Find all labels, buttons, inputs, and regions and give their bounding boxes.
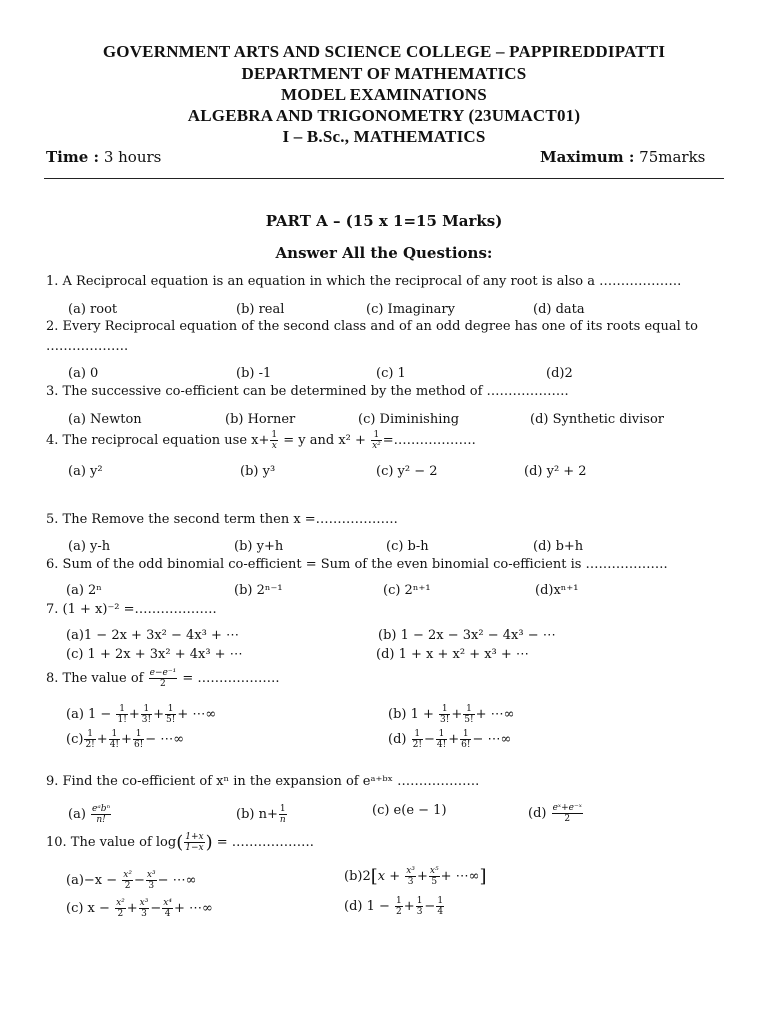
question-1: 1. A Reciprocal equation is an equation in which the reciprocal of any root is also a ………………. — [46, 274, 682, 289]
q8-option-c: (c) $\frac{1}{2!}$ + $\frac{1}{4!}$ + $\frac{1}{6!}$ − ⋯∞ — [66, 729, 185, 750]
question-4 — [46, 430, 476, 451]
q6-option-b: (b) 2ⁿ⁻¹ — [234, 583, 283, 598]
q1-option-b: (b) real — [236, 302, 285, 317]
fraction-e-minus-inverse-e: $\frac{\text{e−e⁻¹}}{2}$ — [149, 668, 177, 689]
q8-option-c-label: (c) — [66, 732, 84, 747]
question-2: 2. Every Reciprocal equation of the second class and of an odd degree has one of its roots equal to — [46, 319, 698, 334]
q7-option-c: (c) 1 + 2x + 3x² + 4x³ + ⋯ — [66, 647, 243, 662]
question-5: 5. The Remove the second term then x =………………. — [46, 512, 398, 527]
college-name: GOVERNMENT ARTS AND SCIENCE COLLEGE – PAPPIREDDIPATTI — [102, 42, 666, 61]
maximum-line — [540, 148, 705, 166]
q9-option-b: (b) n+ $\frac{1}{n}$ — [236, 804, 286, 825]
q1-option-c: (c) Imaginary — [366, 302, 455, 317]
question-3: 3. The successive co-efficient can be determined by the method of ………………. — [46, 384, 569, 399]
q10-option-d: (d) 1 − $\frac{1}{2}$ + $\frac{1}{3}$ − $\frac{1}{4}$ — [344, 896, 444, 917]
q10-option-d-label: (d) 1 − — [344, 899, 390, 914]
q1-option-d: (d) data — [533, 302, 585, 317]
course-name: ALGEBRA AND TRIGONOMETRY (23UMACT01) — [187, 106, 581, 125]
q10-option-b: (b)2[x + $\frac{\text{x³}}{3}$ + $\frac{\text{x⁵}}{5}$ + ⋯∞] — [344, 866, 487, 887]
q4-text-mid: = y and x² + — [283, 433, 366, 448]
q7-option-a: (a)1 − 2x + 3x² − 4x³ + ⋯ — [66, 628, 240, 643]
q2-option-c: (c) 1 — [376, 366, 406, 381]
q9-option-c: (c) e(e − 1) — [372, 803, 447, 818]
q5-option-b: (b) y+h — [234, 539, 284, 554]
q5-option-c: (c) b-h — [386, 539, 429, 554]
q3-option-b: (b) Horner — [225, 412, 296, 427]
q2-option-a: (a) 0 — [68, 366, 99, 381]
q7-option-b: (b) 1 − 2x − 3x² − 4x³ − ⋯ — [378, 628, 556, 643]
time-line — [46, 148, 161, 166]
department-name: DEPARTMENT OF MATHEMATICS — [241, 64, 527, 83]
q8-option-d: (d) $\frac{1}{2!}$ − $\frac{1}{4!}$ + $\frac{1}{6!}$ − ⋯∞ — [388, 729, 512, 750]
q10-option-a: (a)−x − $\frac{\text{x²}}{2}$ − $\frac{\text{x³}}{3}$ − ⋯∞ — [66, 870, 197, 891]
q8-option-b-label: (b) 1 + — [388, 707, 434, 722]
question-2-blank: ………………. — [46, 339, 129, 354]
question-7: 7. (1 + x)⁻² =………………. — [46, 602, 217, 617]
q10-option-b-label: (b)2 — [344, 869, 371, 884]
q10-option-c: (c) x − $\frac{\text{x²}}{2}$ + $\frac{\text{x³}}{3}$ − $\frac{\text{x⁴}}{4}$ + ⋯∞ — [66, 898, 213, 919]
q3-option-c: (c) Diminishing — [358, 412, 460, 427]
q8-option-b: (b) 1 + $\frac{1}{3!}$ + $\frac{1}{5!}$ + ⋯∞ — [388, 704, 515, 725]
q3-option-d: (d) Synthetic divisor — [530, 412, 664, 427]
q6-option-c: (c) 2ⁿ⁺¹ — [383, 583, 431, 598]
part-title: PART A – (15 x 1=15 Marks) — [265, 212, 503, 230]
maximum-value: 75marks — [639, 148, 706, 166]
q9-option-a: (a) $\frac{\text{eᵃbⁿ}}{n!}$ — [68, 804, 111, 825]
question-8 — [46, 668, 280, 689]
question-9: 9. Find the co-efficient of xⁿ in the expansion of eᵃ⁺ᵇˣ ………………. — [46, 774, 480, 789]
q4-text-end: =………………. — [382, 433, 476, 448]
q4-option-a: (a) y² — [68, 464, 103, 479]
q2-option-d: (d)2 — [546, 366, 573, 381]
maximum-label: Maximum : — [540, 148, 635, 166]
q6-option-a: (a) 2ⁿ — [66, 583, 102, 598]
q4-option-c: (c) y² − 2 — [376, 464, 438, 479]
q8-option-a-label: (a) 1 − — [66, 707, 112, 722]
q1-option-a: (a) root — [68, 302, 118, 317]
q6-option-d: (d)xⁿ⁺¹ — [535, 583, 579, 598]
time-label: Time : — [46, 148, 100, 166]
exam-name: MODEL EXAMINATIONS — [281, 85, 487, 104]
question-10: 10. The value of log( $\frac{1+x}{1-x}$ ) = ………………. — [46, 832, 314, 853]
q10-option-a-label: (a)−x − — [66, 873, 118, 888]
q3-option-a: (a) Newton — [68, 412, 142, 427]
q4-option-b: (b) y³ — [240, 464, 276, 479]
time-value: 3 hours — [103, 148, 162, 166]
class-name: I – B.Sc., MATHEMATICS — [282, 127, 486, 146]
fraction-1-over-x2: $\frac{1}{\text{x²}}$ — [372, 430, 381, 451]
q8-text-start: 8. The value of — [46, 671, 144, 686]
q9-option-a-label: (a) — [68, 807, 86, 822]
q2-option-b: (b) -1 — [236, 366, 272, 381]
q8-option-a: (a) 1 − $\frac{1}{1!}$ + $\frac{1}{3!}$ + $\frac{1}{5!}$ + ⋯∞ — [66, 704, 217, 725]
q5-option-d: (d) b+h — [533, 539, 584, 554]
q7-option-d: (d) 1 + x + x² + x³ + ⋯ — [376, 647, 529, 662]
q9-option-b-label: (b) n+ — [236, 807, 278, 822]
q9-option-d: (d) $\frac{\text{eˣ+e⁻ˣ}}{2}$ — [528, 803, 582, 824]
q4-text-start: 4. The reciprocal equation use x+ — [46, 433, 270, 448]
fraction-1-over-x: $\frac{1}{x}$ — [271, 430, 278, 451]
question-6: 6. Sum of the odd binomial co-efficient = Sum of the even binomial co-efficient is ………………. — [46, 557, 668, 572]
q8-text-end: = ………………. — [182, 671, 280, 686]
q8-option-d-label: (d) — [388, 732, 407, 747]
q5-option-a: (a) y-h — [68, 539, 111, 554]
q10-text-end: = ………………. — [216, 835, 314, 850]
q4-option-d: (d) y² + 2 — [524, 464, 587, 479]
q10-text-start: 10. The value of log — [46, 835, 177, 850]
q9-option-d-label: (d) — [528, 806, 547, 821]
q10-option-c-label: (c) x − — [66, 901, 110, 916]
header-divider — [44, 178, 724, 179]
part-instruction: Answer All the Questions: — [275, 244, 493, 262]
